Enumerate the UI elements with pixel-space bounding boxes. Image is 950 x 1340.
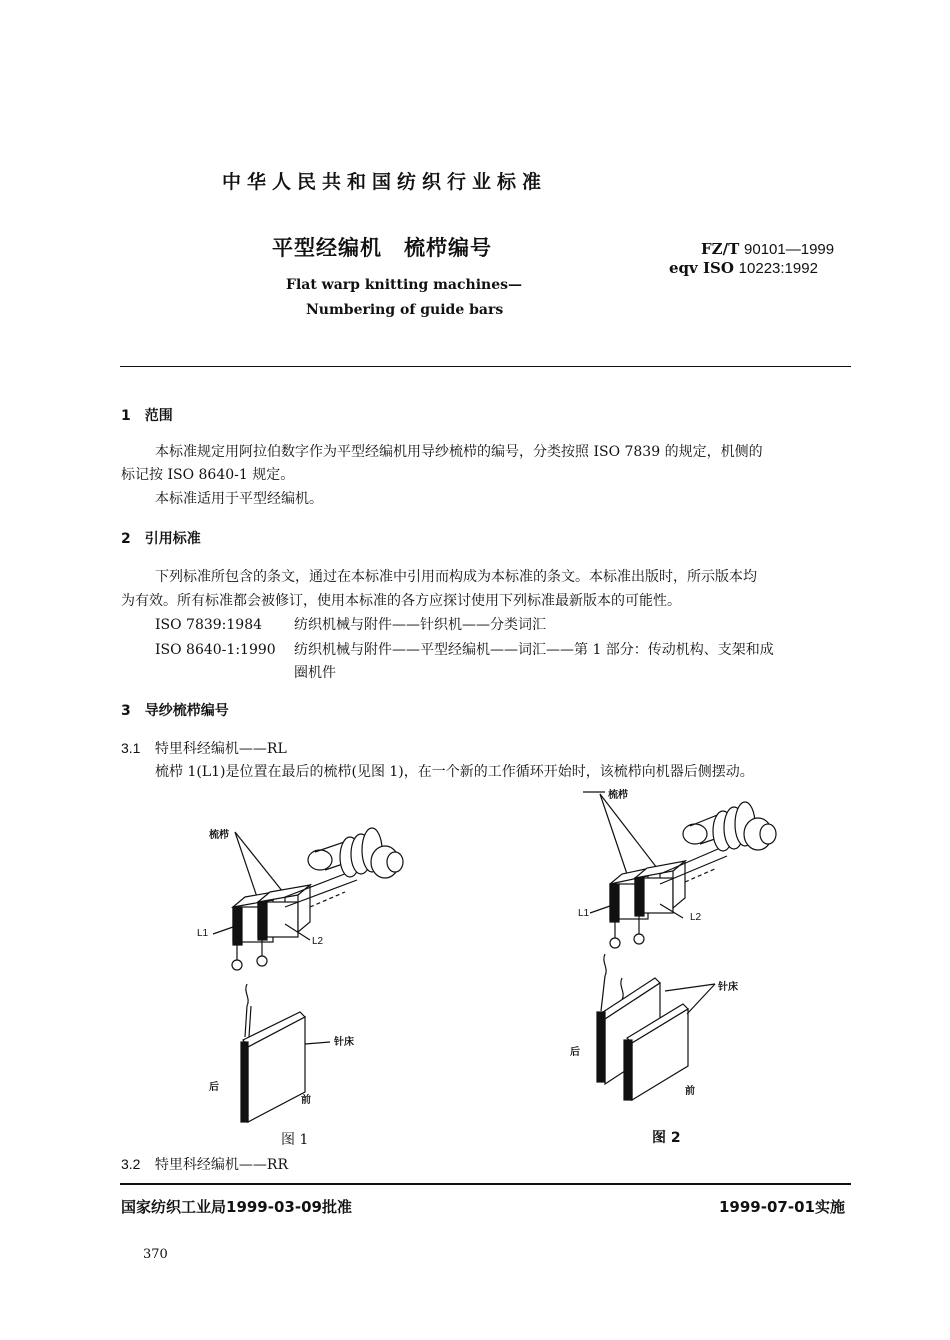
figure-2-caption: 图 2 bbox=[652, 1130, 681, 1146]
clause-3-1-number: 3.1 bbox=[121, 740, 141, 756]
reference-1-code: ISO 7839:1984 bbox=[155, 617, 263, 633]
clause-3-1-title: 特里科经编机——RL bbox=[154, 741, 287, 757]
figure-1-label-needle-bed: 针床 bbox=[334, 1037, 354, 1048]
figure-1-label-l1: L1 bbox=[197, 928, 209, 939]
reference-1-title: 纺织机械与附件——针织机——分类词汇 bbox=[294, 617, 546, 633]
clause-3-2-heading bbox=[121, 1153, 288, 1176]
section-1-paragraph-line2: 标记按 ISO 8640-1 规定。 bbox=[121, 467, 295, 483]
figure-1-caption: 图 1 bbox=[281, 1132, 309, 1148]
figure-2-label-needle-bed: 针床 bbox=[718, 982, 738, 993]
section-2-paragraph-line1: 下列标准所包含的条文，通过在本标准中引用而构成为本标准的条文。本标准出版时，所示版本均 bbox=[155, 569, 757, 585]
reference-2-title: 纺织机械与附件——平型经编机——词汇——第 1 部分：传动机构、支架和成 bbox=[294, 642, 774, 658]
figure-2-label-l2: L2 bbox=[690, 912, 702, 923]
standard-prefix: FZ/T bbox=[701, 240, 740, 258]
standard-code: 90101—1999 bbox=[744, 241, 835, 258]
equivalent-prefix: eqv ISO bbox=[669, 259, 734, 277]
clause-3-1-text: 梳栉 1(L1)是位置在最后的梳栉(见图 1)，在一个新的工作循环开始时，该梳栉向机器后侧摆动。 bbox=[155, 764, 754, 780]
figure-1-label-l2: L2 bbox=[312, 936, 324, 947]
header-rule bbox=[120, 366, 851, 367]
section-1-paragraph-2: 本标准适用于平型经编机。 bbox=[155, 491, 323, 507]
equivalent-standard bbox=[669, 259, 818, 277]
national-standard-title: 中华人民共和国纺织行业标准 bbox=[222, 171, 548, 193]
section-2-paragraph-line2: 为有效。所有标准都会被修订，使用本标准的各方应探讨使用下列标准最新版本的可能性。 bbox=[121, 593, 681, 609]
clause-3-1-heading bbox=[121, 737, 287, 760]
document-title-cn: 平型经编机 梳栉编号 bbox=[272, 236, 492, 260]
reference-2-code: ISO 8640-1:1990 bbox=[155, 642, 276, 658]
figure-1-label-guide-bars: 梳栉 bbox=[209, 830, 229, 841]
figure-2-label-back: 后 bbox=[570, 1047, 580, 1058]
figure-2-label-front: 前 bbox=[685, 1086, 695, 1097]
figure-1-label-back: 后 bbox=[209, 1082, 219, 1093]
reference-2-title-continued: 圈机件 bbox=[294, 665, 336, 681]
page-number: 370 bbox=[143, 1247, 168, 1262]
figure-2-label-l1: L1 bbox=[578, 908, 590, 919]
figure-1-diagram bbox=[185, 812, 435, 1132]
document-title-en-line2: Numbering of guide bars bbox=[306, 302, 504, 318]
section-1-paragraph-line1: 本标准规定用阿拉伯数字作为平型经编机用导纱梳栉的编号，分类按照 ISO 7839 的规定，机侧的 bbox=[155, 444, 763, 460]
clause-3-2-title: 特里科经编机——RR bbox=[154, 1157, 289, 1173]
figure-2-label-guide-bars: 梳栉 bbox=[608, 790, 628, 801]
effective-date: 1999-07-01实施 bbox=[719, 1198, 845, 1216]
document-title-en-line1: Flat warp knitting machines— bbox=[286, 277, 522, 293]
footer-rule bbox=[120, 1183, 851, 1185]
figure-1-label-front: 前 bbox=[301, 1095, 311, 1106]
section-2-heading: 2 引用标准 bbox=[121, 531, 201, 547]
equivalent-code: 10223:1992 bbox=[738, 260, 818, 277]
standard-number bbox=[701, 240, 834, 258]
section-1-heading: 1 范围 bbox=[121, 408, 173, 424]
clause-3-2-number: 3.2 bbox=[121, 1156, 141, 1172]
figure-2-diagram bbox=[565, 786, 795, 1106]
approval-statement: 国家纺织工业局1999-03-09批准 bbox=[121, 1198, 352, 1216]
section-3-heading: 3 导纱梳栉编号 bbox=[121, 703, 229, 719]
